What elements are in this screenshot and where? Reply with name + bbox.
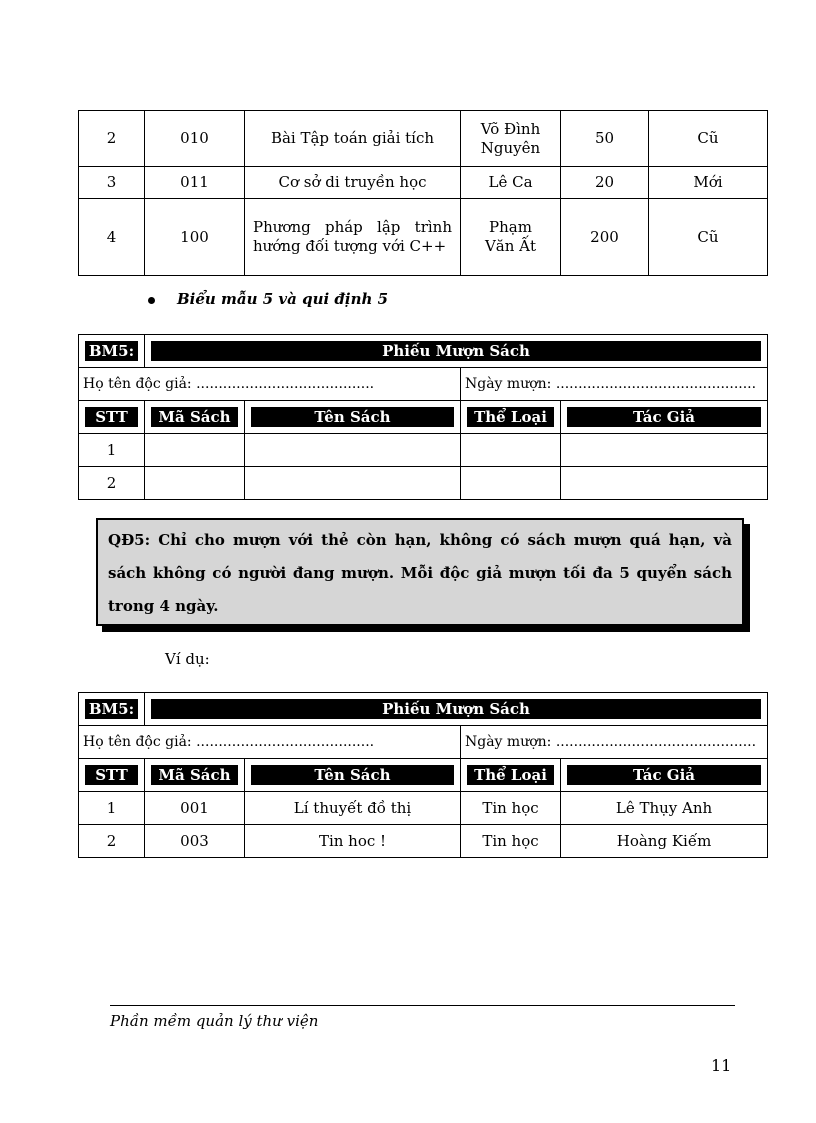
column-header-genre: Thể Loại: [467, 407, 554, 427]
table-row: [79, 434, 768, 467]
status-cell: Mới: [649, 167, 768, 199]
reader-name-field: Họ tên độc giả: ........................................: [79, 726, 461, 759]
genre-cell: Tin học: [461, 792, 561, 825]
table-row: [79, 167, 768, 199]
form-info-row: [79, 726, 768, 759]
form-title: Phiếu Mượn Sách: [151, 699, 761, 719]
stt-cell: 2: [79, 111, 145, 167]
title-cell: Tin hoc !: [245, 825, 461, 858]
author-cell: Lê Ca: [461, 167, 561, 199]
status-cell: Cũ: [649, 199, 768, 276]
borrow-date-field: Ngày mượn: .............................................: [461, 368, 768, 401]
quantity-cell: 50: [561, 111, 649, 167]
code-cell: 010: [145, 111, 245, 167]
author-cell: Hoàng Kiếm: [561, 825, 768, 858]
footer-text: Phần mềm quản lý thư viện: [110, 1012, 319, 1030]
quantity-cell: 200: [561, 199, 649, 276]
genre-cell: Tin học: [461, 825, 561, 858]
code-cell: 011: [145, 167, 245, 199]
form-code-label: BM5:: [85, 341, 138, 361]
author-cell: Lê Thụy Anh: [561, 792, 768, 825]
page-number: 11: [711, 1056, 732, 1075]
form-template: [78, 334, 768, 500]
column-header-code: Mã Sách: [151, 765, 238, 785]
form-info-row: [79, 368, 768, 401]
stt-cell: 3: [79, 167, 145, 199]
column-header-code: Mã Sách: [151, 407, 238, 427]
author-cell: Võ Đình Nguyên: [461, 111, 561, 167]
table-row: [79, 825, 768, 858]
table-row: [79, 111, 768, 167]
column-header-author: Tác Giả: [567, 765, 761, 785]
example-label: Ví dụ:: [165, 650, 210, 668]
status-cell: Cũ: [649, 111, 768, 167]
borrow-date-field: Ngày mượn: .............................................: [461, 726, 768, 759]
stt-cell: 1: [79, 792, 145, 825]
column-header-stt: STT: [85, 407, 138, 427]
footer-divider: [110, 1005, 735, 1006]
form-title: Phiếu Mượn Sách: [151, 341, 761, 361]
column-header-title: Tên Sách: [251, 407, 454, 427]
code-cell: 100: [145, 199, 245, 276]
column-header-genre: Thể Loại: [467, 765, 554, 785]
section-heading: [148, 290, 388, 308]
code-cell: 001: [145, 792, 245, 825]
bullet-icon: [148, 297, 155, 304]
stt-cell: 4: [79, 199, 145, 276]
table-row: [79, 199, 768, 276]
form-title-row: [79, 693, 768, 726]
books-table: [78, 110, 768, 276]
title-cell: Lí thuyết đồ thị: [245, 792, 461, 825]
form-title-row: [79, 335, 768, 368]
form-header-row: [79, 759, 768, 792]
stt-cell: 2: [79, 467, 145, 500]
column-header-title: Tên Sách: [251, 765, 454, 785]
form-code-label: BM5:: [85, 699, 138, 719]
table-row: [79, 467, 768, 500]
rule-text: QĐ5: Chỉ cho mượn với thẻ còn hạn, không có sách mượn quá hạn, và sách không có người đang mượn. Mỗi độc giả mượn tối đa 5 quyển sách trong 4 ngày.: [108, 531, 732, 615]
stt-cell: 2: [79, 825, 145, 858]
code-cell: 003: [145, 825, 245, 858]
title-cell: Cơ sở di truyền học: [245, 167, 461, 199]
column-header-author: Tác Giả: [567, 407, 761, 427]
column-header-stt: STT: [85, 765, 138, 785]
author-cell: Phạm Văn Ất: [461, 199, 561, 276]
form-example: [78, 692, 768, 858]
rule-box: [96, 518, 744, 626]
quantity-cell: 20: [561, 167, 649, 199]
section-heading-text: Biểu mẫu 5 và qui định 5: [177, 290, 389, 308]
reader-name-field: Họ tên độc giả: ........................................: [79, 368, 461, 401]
title-cell: Bài Tập toán giải tích: [245, 111, 461, 167]
stt-cell: 1: [79, 434, 145, 467]
table-row: [79, 792, 768, 825]
form-header-row: [79, 401, 768, 434]
title-cell: Phương pháp lập trình hướng đối tượng với C++: [245, 199, 461, 276]
